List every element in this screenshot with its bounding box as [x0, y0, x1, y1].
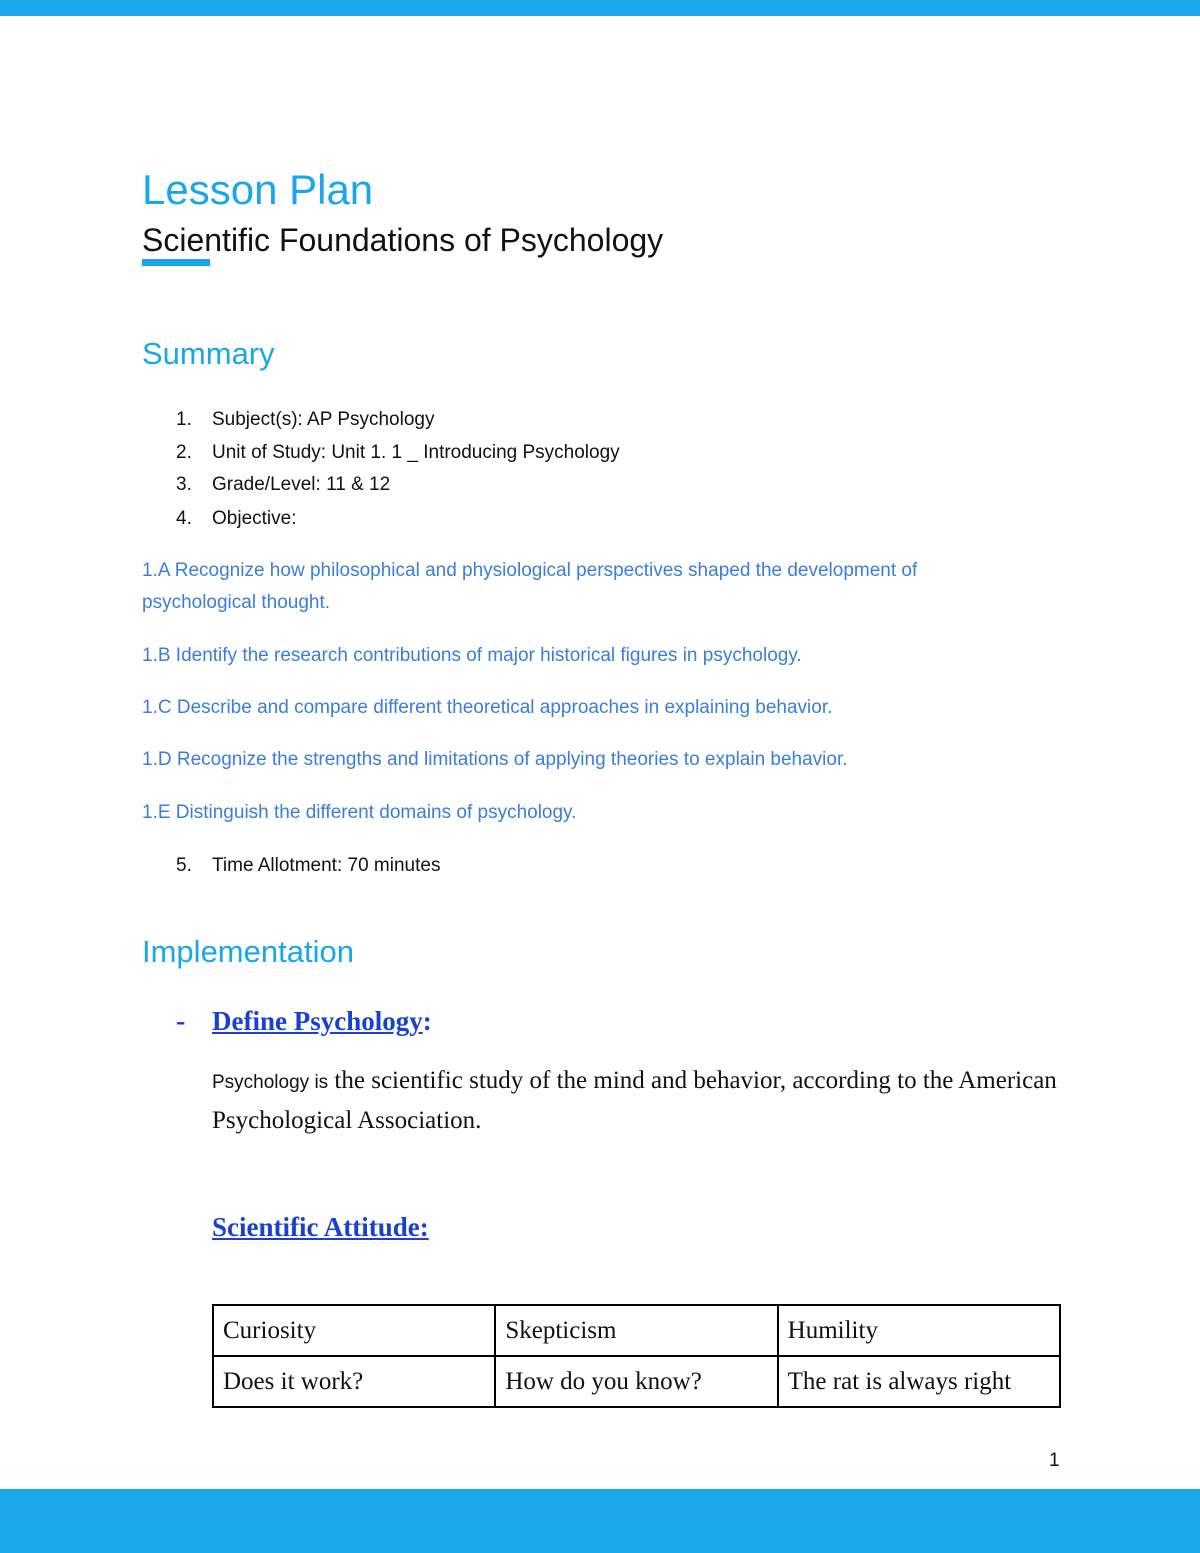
summary-item-subject [176, 408, 434, 432]
heading-colon: : [422, 1006, 432, 1036]
table-cell: Skepticism [495, 1305, 777, 1356]
list-item-text: Grade/Level: 11 & 12 [212, 474, 391, 495]
summary-heading: Summary [142, 336, 275, 371]
table-cell: How do you know? [495, 1356, 777, 1407]
bottom-accent-bar [0, 1489, 1200, 1553]
top-accent-bar [0, 0, 1200, 16]
page-number: 1 [1049, 1450, 1060, 1471]
objective-1e: 1.E Distinguish the different domains of psychology. [142, 802, 577, 823]
objective-1c: 1.C Describe and compare different theoretical approaches in explaining behavior. [142, 697, 833, 718]
list-number: 2. [176, 442, 192, 463]
definition-lead: Psychology is [212, 1072, 329, 1093]
scientific-attitude-heading[interactable]: Scientific Attitude: [212, 1212, 429, 1242]
list-item-text: Unit of Study: Unit 1. 1 _ Introducing Psychology [212, 442, 620, 463]
page-title: Lesson Plan [142, 166, 374, 213]
table-cell: The rat is always right [778, 1356, 1060, 1407]
list-item-text: Time Allotment: 70 minutes [212, 855, 441, 876]
list-item-text: Objective: [212, 508, 297, 529]
title-underline-accent [142, 259, 210, 266]
implementation-heading: Implementation [142, 934, 354, 969]
summary-item-time [176, 854, 440, 878]
summary-item-unit [176, 441, 620, 465]
table-cell: Humility [778, 1305, 1060, 1356]
psychology-definition [212, 1062, 1062, 1140]
list-number: 4. [176, 508, 192, 529]
summary-item-grade [176, 473, 390, 497]
scientific-attitude-table [212, 1304, 1061, 1408]
table-row [213, 1305, 1060, 1356]
list-number: 5. [176, 855, 192, 876]
page-subtitle: Scientific Foundations of Psychology [142, 222, 664, 258]
list-number: 1. [176, 409, 192, 430]
list-item-text: Subject(s): AP Psychology [212, 409, 435, 430]
list-number: 3. [176, 474, 192, 495]
define-psychology-heading[interactable] [212, 1004, 432, 1038]
objective-1a: 1.A Recognize how philosophical and physiological perspectives shaped the development of psychological thought. [142, 560, 918, 613]
objective-1d: 1.D Recognize the strengths and limitations of applying theories to explain behavior. [142, 749, 848, 770]
bullet-dash: - [176, 1006, 186, 1037]
table-row [213, 1356, 1060, 1407]
objective-1b: 1.B Identify the research contributions of major historical figures in psychology. [142, 645, 802, 666]
define-psychology-link[interactable]: Define Psychology [212, 1006, 423, 1036]
summary-item-objective [176, 507, 296, 531]
table-cell: Curiosity [213, 1305, 495, 1356]
table-cell: Does it work? [213, 1356, 495, 1407]
definition-text: the scientific study of the mind and behavior, according to the American Psychological Association. [212, 1067, 1057, 1134]
